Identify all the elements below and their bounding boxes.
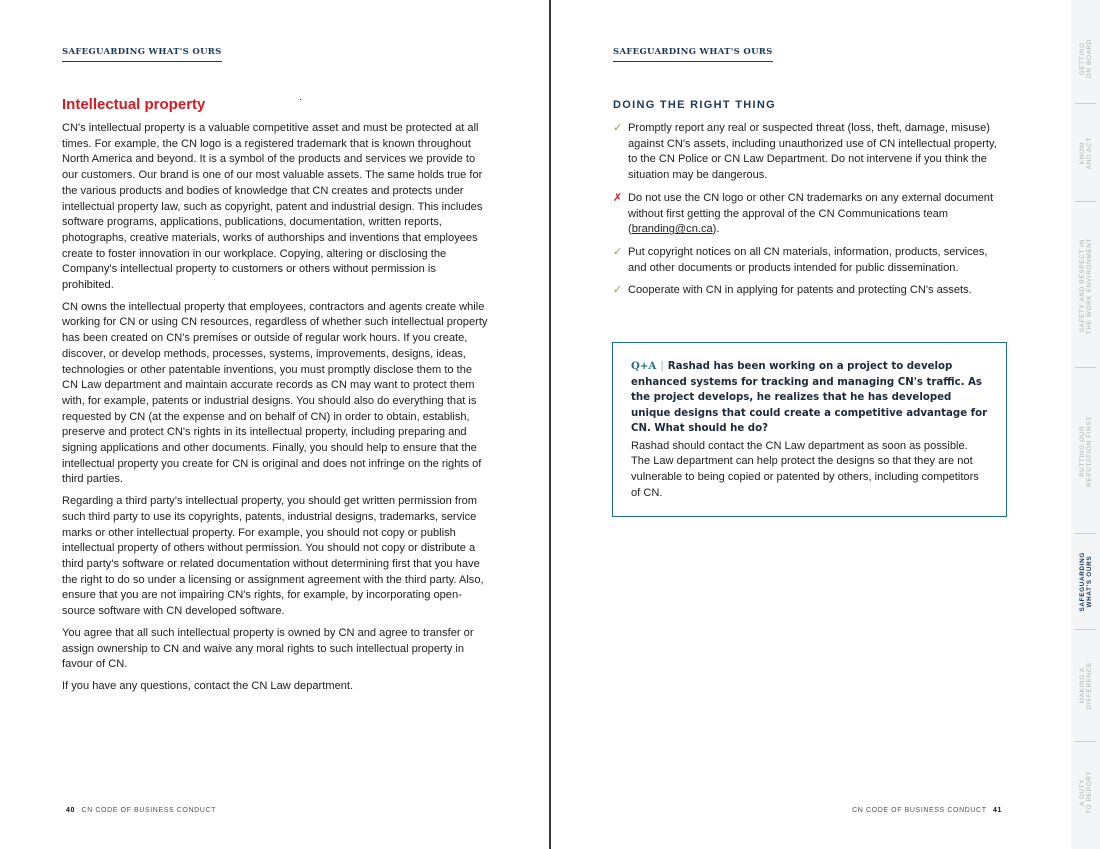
section-tabs [1071, 0, 1100, 849]
checkmark-icon: ✓ [613, 245, 623, 258]
body-text [62, 121, 490, 701]
paragraph: Regarding a third party's intellectual property, you should get written permission from such third party to use its copyrights, patents, industrial designs, trademarks, service marks or other intellectual property. For example, you should not copy or publish intellectual property of others without permission. You should not copy or distribute a third party's software or related documentation without determining first that you have the right to do so under a licensing or assignment agreement with the third party. Also, ensure that you are not impairing CN's rights, for example, by incorporating open-source software with CN developed software. [62, 495, 484, 618]
item-text-before: Do not use the CN logo or other CN trademarks on any external document without first getting the approval of the CN Communications team ( [628, 191, 994, 236]
tab-getting-on-board[interactable] [1071, 18, 1100, 100]
item-text: Cooperate with CN in applying for patents and protecting CN's assets. [628, 284, 972, 297]
checkmark-icon: ✓ [613, 284, 623, 297]
doing-right-thing-title: DOING THE RIGHT THING [613, 99, 776, 111]
tab-divider [1075, 629, 1096, 630]
right-page [551, 0, 1071, 849]
page-footer [62, 807, 216, 814]
page-number: 40 [66, 807, 75, 814]
tab-putting-our-reputation-first[interactable] [1071, 372, 1100, 530]
section-header: SAFEGUARDING WHAT'S OURS [613, 47, 773, 62]
tab-divider [1075, 367, 1096, 368]
guidance-list [613, 121, 1008, 306]
page-footer [852, 807, 1006, 814]
qa-answer: Rashad should contact the CN Law department as soon as possible. The Law department can help protect the designs so that they are not vulnerable to being copied or patented by others, including competitors of CN. [631, 439, 979, 499]
page-number: 41 [993, 807, 1002, 814]
tab-a-duty-to-report[interactable] [1071, 746, 1100, 838]
list-item [613, 245, 1008, 276]
page-title: Intellectual property [62, 96, 206, 113]
item-text-after: ). [712, 223, 720, 236]
email-link[interactable]: branding@cn.ca [631, 223, 713, 236]
footer-title: CN CODE OF BUSINESS CONDUCT [81, 807, 216, 814]
tab-divider [1075, 103, 1096, 104]
section-header: SAFEGUARDING WHAT'S OURS [62, 47, 222, 62]
tab-label: KNOW AND ACT [1078, 136, 1093, 170]
item-text: Put copyright notices on all CN materials, information, products, services, and other documents or products intended for public dissemination. [628, 245, 988, 274]
tab-label: GETTING ON BOARD [1078, 39, 1093, 79]
item-text: Promptly report any real or suspected threat (loss, theft, damage, misuse) against CN's assets, including unauthorized use of CN intellectual property, to the CN Police or CN Law Department. Do not intervene if you think the situation may be dangerous. [628, 122, 997, 182]
question-text: Rashad has been working on a project to develop enhanced systems for tracking and managing CN's traffic. As the project develops, he realizes that he has developed unique designs that could create a competitive advantage for CN. What should he do? [631, 361, 988, 434]
paragraph: If you have any questions, contact the CN Law department. [62, 679, 354, 692]
list-item [613, 283, 1008, 299]
tab-divider [1075, 533, 1096, 534]
tab-making-a-difference[interactable] [1071, 634, 1100, 738]
tab-label: MAKING A DIFFERENCE [1078, 662, 1093, 710]
qa-box [612, 342, 1007, 517]
tab-label: PUTTING OUR REPUTATION FIRST [1078, 415, 1093, 487]
list-item [613, 191, 1008, 238]
paragraph: CN's intellectual property is a valuable competitive asset and must be protected at all times. For example, the CN logo is a registered trademark that is known throughout North America and beyond. It is a symbol of the products and services we provide to our customers. Our brand is one of our most valuable assets. The same holds true for the various products and bodies of knowledge that CN creates and protects under intellectual property law, such as copyright, patent and industrial design. This includes software programs, applications, publications, documentation, written reports, photographs, creative materials, works of authorships and inventions that employees create to foster innovation in our workplace. Copying, altering or disclosing the Company's intellectual property to customers or others without permission is prohibited. [62, 122, 483, 292]
qa-tag: Q+A [631, 360, 657, 372]
tab-divider [1075, 201, 1096, 202]
tab-safeguarding-whats-ours[interactable] [1071, 538, 1100, 626]
tab-know-and-act[interactable] [1071, 108, 1100, 198]
tab-label: SAFETY AND RESPECT IN THE WORK ENVIRONMENT [1078, 237, 1093, 335]
cross-icon: ✗ [613, 191, 623, 204]
tab-label: SAFEGUARDING WHAT'S OURS [1078, 552, 1093, 612]
footer-title: CN CODE OF BUSINESS CONDUCT [852, 807, 987, 814]
tab-divider [1075, 741, 1096, 742]
qa-separator: | [660, 361, 664, 372]
checkmark-icon: ✓ [613, 122, 623, 134]
paragraph: You agree that all such intellectual property is owned by CN and agree to transfer or assign ownership to CN and waive any moral rights to such intellectual property in favour of CN. [62, 626, 474, 671]
item-text [628, 191, 1008, 238]
stray-dot [300, 99, 301, 100]
qa-question [631, 359, 988, 437]
tab-label: A DUTY TO REPORT [1078, 770, 1093, 814]
paragraph: CN owns the intellectual property that employees, contractors and agents create while working for CN or using CN resources, regardless of whether such intellectual property has been created on CN's premises or outside of regular work hours. If you create, discover, or develop methods, processes, systems, improvements, designs, ideas, technologies or other patentable inventions, you must promptly disclose them to the CN Law department and maintain accurate records as CN may want to protect them with, for example, patents or industrial designs. You should also do everything that is requested by CN (at the expense and on behalf of CN) in order to obtain, establish, preserve and protect CN's rights in its intellectual property, including preparing and signing applications and other documents. Finally, you should help to ensure that the intellectual property you create for CN is original and does not infringe on the rights of third parties. [62, 300, 488, 486]
tab-safety-and-respect[interactable] [1071, 206, 1100, 366]
list-item [613, 121, 1008, 184]
